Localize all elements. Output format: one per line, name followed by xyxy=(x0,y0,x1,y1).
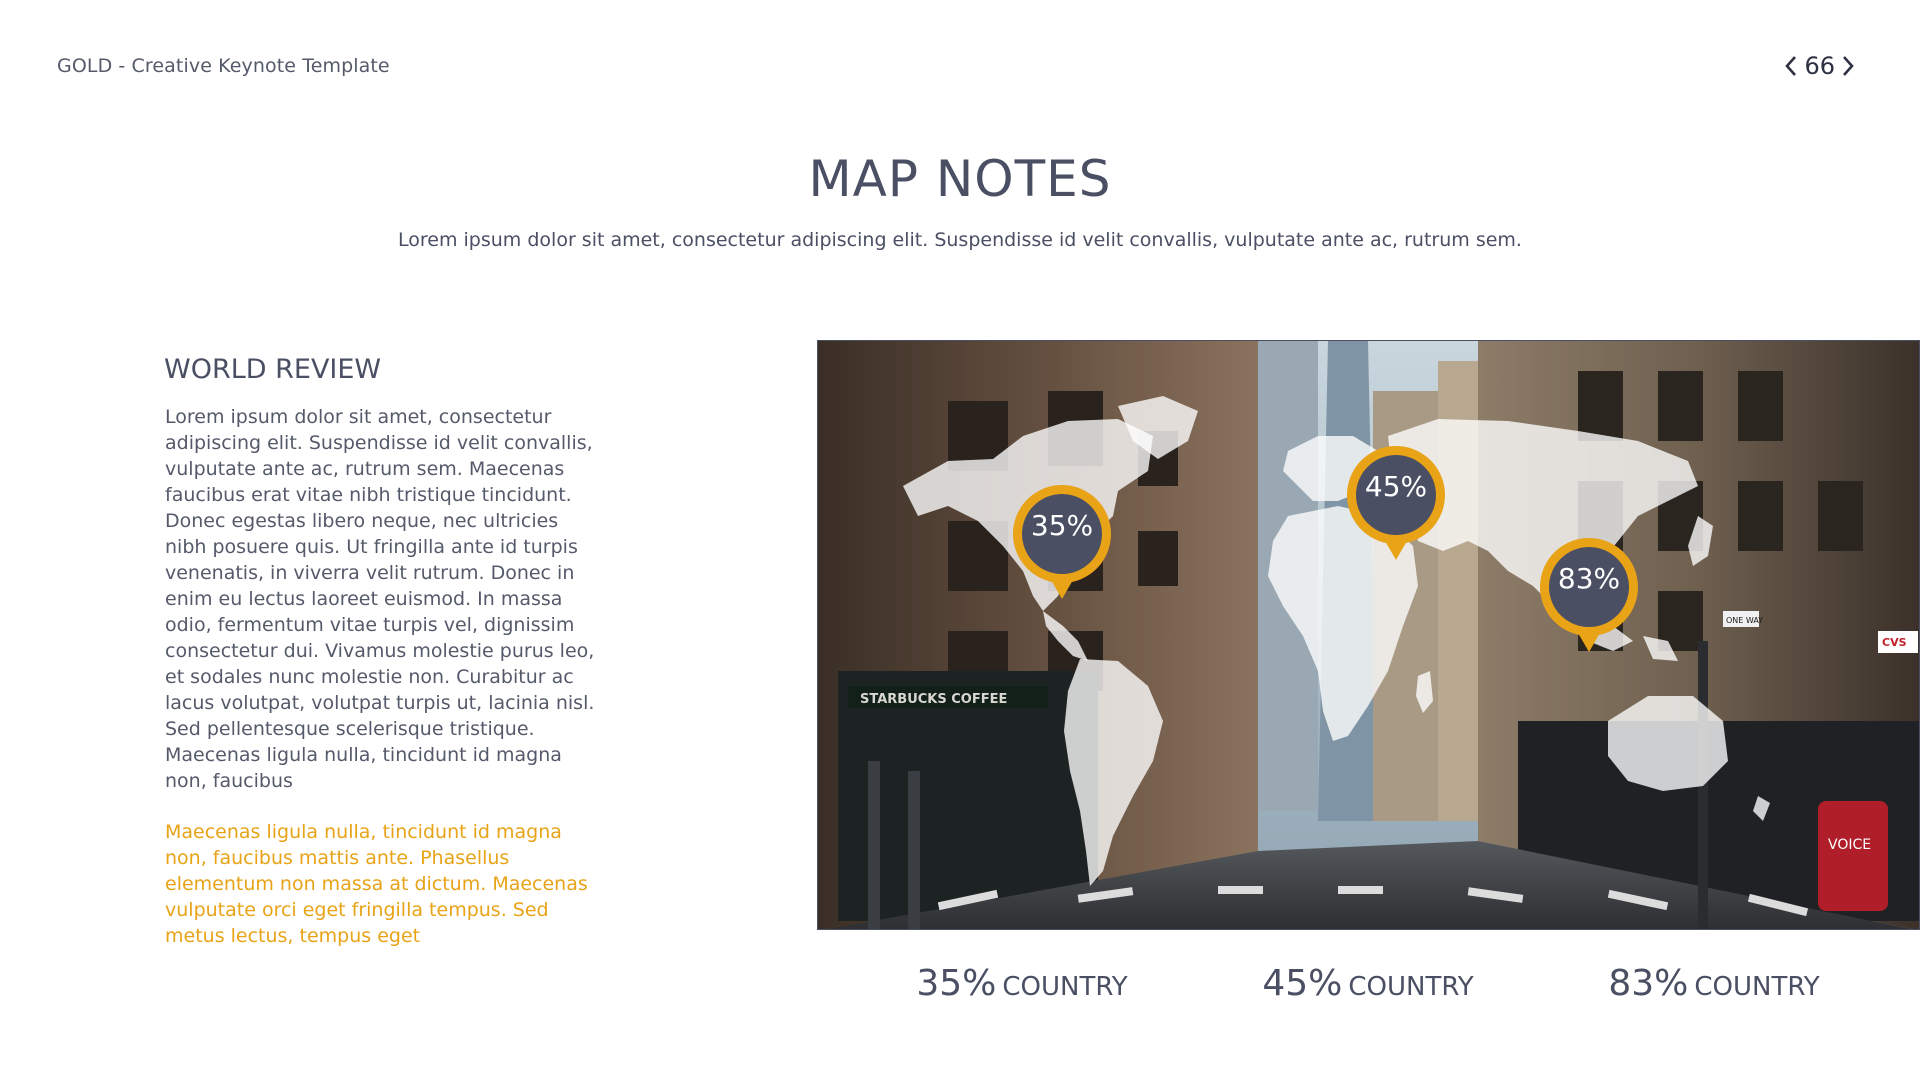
template-title: GOLD - Creative Keynote Template xyxy=(57,55,390,77)
slide-pager xyxy=(1782,52,1857,80)
slide-title: MAP NOTES xyxy=(808,150,1112,208)
world-review-accent-text: Maecenas ligula nulla, tincidunt id magna non, faucibus mattis ante. Phasellus elementum non massa at dictum. Maecenas vulputate orci eget fringilla tempus. Sed metus lectus, tempus eget xyxy=(165,821,588,947)
slide-subtitle: Lorem ipsum dolor sit amet, consectetur adipiscing elit. Suspendisse id velit convallis, vulputate ante ac, rutrum sem. xyxy=(398,229,1522,251)
pin-label: 45% xyxy=(1364,470,1428,503)
pin-label: 83% xyxy=(1557,562,1621,595)
starbucks-sign: STARBUCKS COFFEE xyxy=(860,692,1008,707)
map-pin-45[interactable] xyxy=(1343,442,1449,572)
pin-label: 35% xyxy=(1030,509,1094,542)
voice-sign: VOICE xyxy=(1828,837,1872,853)
map-pin-35[interactable] xyxy=(1009,481,1115,611)
stat-label: COUNTRY xyxy=(1348,972,1474,1002)
city-street-scene xyxy=(818,341,1920,930)
stat-item xyxy=(1248,963,1488,1004)
one-way-sign: ONE WAY xyxy=(1726,616,1764,625)
chevron-left-icon[interactable] xyxy=(1782,52,1800,80)
stat-percent: 45% xyxy=(1262,963,1343,1004)
stat-percent: 35% xyxy=(916,963,997,1004)
page-number: 66 xyxy=(1804,52,1835,80)
stat-label: COUNTRY xyxy=(1002,972,1128,1002)
stat-label: COUNTRY xyxy=(1694,972,1820,1002)
map-pin-icon xyxy=(1009,481,1115,611)
map-pin-icon xyxy=(1536,534,1642,664)
world-review-body: Lorem ipsum dolor sit amet, consectetur adipiscing elit. Suspendisse id velit convallis, vulputate ante ac, rutrum sem. Maecenas faucibus erat vitae nibh tristique tincidunt. Donec egestas libero neque, nec ultricies nibh posuere quis. Ut fringilla ante id turpis venenatis, in viverra velit rutrum. Donec in enim eu lectus laoreet euismod. In massa odio, fermentum vitae turpis vel, dignissim consectetur dui. Vivamus molestie purus leo, et sodales nunc molestie non. Curabitur ac lacus volutpat, volutpat turpis ut, lacinia nisl. Sed pellentesque scelerisque tristique. Maecenas ligula nulla, tincidunt id magna non, faucibus xyxy=(165,406,595,792)
stat-item xyxy=(1594,963,1834,1004)
cvs-sign: CVS xyxy=(1882,636,1907,649)
map-pin-83[interactable] xyxy=(1536,534,1642,664)
stat-percent: 83% xyxy=(1608,963,1689,1004)
chevron-right-icon[interactable] xyxy=(1839,52,1857,80)
stat-item xyxy=(902,963,1142,1004)
stats-row xyxy=(0,963,1920,1013)
world-review-heading: WORLD REVIEW xyxy=(164,354,382,385)
city-map-photo xyxy=(817,340,1920,930)
map-pin-icon xyxy=(1343,442,1449,572)
